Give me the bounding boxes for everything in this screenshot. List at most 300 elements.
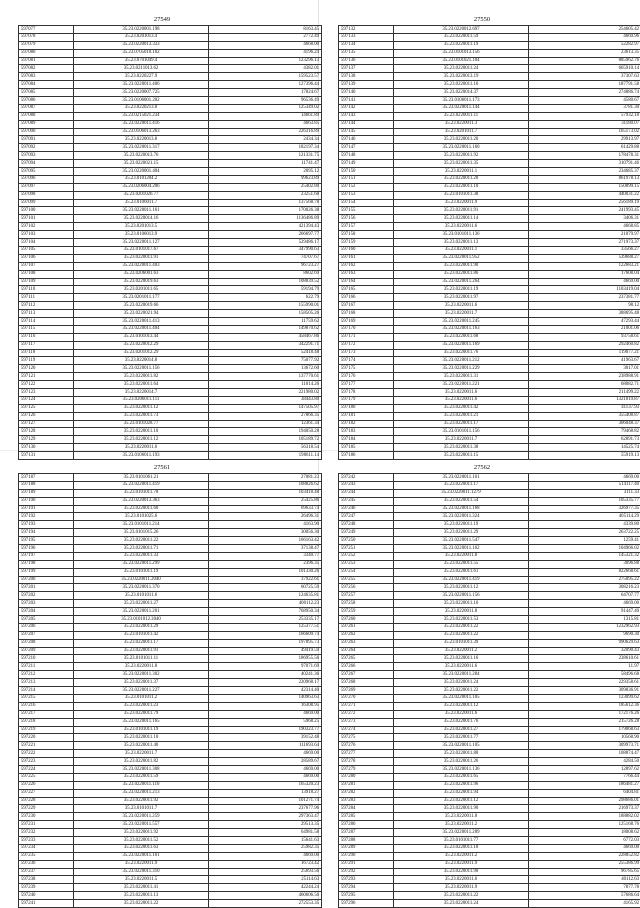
record-id-cell: 597157 [339, 223, 394, 231]
account-code-cell: 35.23.0220011.13 [394, 239, 529, 247]
amount-cell: 388695.48 [529, 310, 640, 318]
amount-cell: 166609.74 [209, 631, 322, 639]
record-id-cell: 597143 [339, 112, 394, 120]
amount-cell: 91447.40 [529, 608, 640, 616]
record-id-cell: 597155 [339, 207, 394, 215]
account-code-cell: 35.23.0220011.213 [74, 789, 209, 797]
record-id-cell: 597254 [339, 568, 394, 576]
record-id-cell: 597228 [19, 797, 74, 805]
record-id-cell: 597244 [339, 489, 394, 497]
amount-cell: 125377.51 [209, 623, 322, 631]
table-row [19, 396, 322, 404]
table-row [19, 655, 322, 663]
account-code-cell: 35.23.0106011.7 [74, 199, 209, 207]
amount-cell: 25693.56 [209, 868, 322, 876]
amount-cell: 105189.72 [209, 436, 322, 444]
table-row [19, 758, 322, 766]
table-row [19, 600, 322, 608]
account-code-cell: 35.23.0220011.23 [74, 702, 209, 710]
account-code-cell: 35.23.0220011.9 [394, 884, 529, 892]
table-row [339, 813, 640, 821]
record-id-cell: 597263 [339, 639, 394, 647]
account-code-cell: 35.23.0220011.403 [74, 262, 209, 270]
record-id-cell: 597089 [19, 120, 74, 128]
table-row [339, 215, 640, 223]
record-id-cell: 597119 [19, 357, 74, 365]
account-code-cell: 35.23.0220011.110 [74, 781, 209, 789]
amount-cell: 74707.67 [209, 254, 322, 262]
amount-cell: 221980.02 [209, 388, 322, 396]
account-code-cell: 35.23.0220011.41 [74, 884, 209, 892]
table-row [339, 396, 640, 404]
table-row [19, 545, 322, 553]
amount-cell: 3111.33 [529, 489, 640, 497]
table-row [339, 168, 640, 176]
table-row [339, 836, 640, 844]
account-code-cell: 35.23.0220011.12 [74, 404, 209, 412]
account-code-cell: 35.23.0220011.33 [74, 552, 209, 560]
record-id-cell: 597225 [19, 773, 74, 781]
table-row [19, 231, 322, 239]
account-code-cell: 35.23.0101017.67 [74, 246, 209, 254]
amount-cell: 17824.67 [209, 89, 322, 97]
record-id-cell: 597107 [19, 262, 74, 270]
amount-cell: 11014.26 [209, 381, 322, 389]
account-code-cell: 35.23.0220011.1 [394, 168, 529, 176]
record-id-cell: 597246 [339, 505, 394, 513]
table-row [19, 750, 322, 758]
table-row [339, 404, 640, 412]
amount-cell: 4165.92 [529, 900, 640, 908]
account-code-cell: 35.23.0220011.404 [74, 325, 209, 333]
amount-cell: 215726.28 [529, 718, 640, 726]
table-row [339, 694, 640, 702]
amount-cell: 460606.56 [209, 892, 322, 900]
table-row [339, 600, 640, 608]
table-row [339, 33, 640, 41]
record-id-cell: 597269 [339, 687, 394, 695]
table-row [339, 805, 640, 813]
table-row [339, 710, 640, 718]
account-code-cell: 35.23.0220011.317 [74, 144, 209, 152]
account-code-cell: 35.23.0220011.15 [394, 452, 529, 460]
account-code-cell: 35.23.0101025.6 [74, 513, 209, 521]
amount-cell: 1315.81 [529, 616, 640, 624]
amount-cell: 4580.67 [529, 97, 640, 105]
record-id-cell: 597153 [339, 191, 394, 199]
record-id-cell: 597111 [19, 294, 74, 302]
record-id-cell: 597142 [339, 104, 394, 112]
account-code-cell: 35.23.0220011.227 [74, 687, 209, 695]
table-row [339, 381, 640, 389]
amount-cell: 25402.80 [209, 183, 322, 191]
record-id-cell: 597229 [19, 805, 74, 813]
record-id-cell: 597092 [19, 144, 74, 152]
account-code-cell: 35.23.0201013.4 [74, 33, 209, 41]
table-row [339, 497, 640, 505]
amount-cell: 37138.47 [209, 545, 322, 553]
amount-cell: 309973.71 [529, 742, 640, 750]
account-code-cell: 35.23.0101011.19 [74, 568, 209, 576]
amount-cell: 4669.00 [529, 844, 640, 852]
account-code-cell: 35.23.0220011.82 [74, 758, 209, 766]
account-code-cell: 35.23.0220011.22 [394, 687, 529, 695]
record-id-cell: 597091 [19, 136, 74, 144]
table-row [339, 183, 640, 191]
table-row [19, 97, 322, 105]
account-code-cell: 35.23.0220011.12 [394, 702, 529, 710]
record-id-cell: 597223 [19, 758, 74, 766]
amount-cell: 41963.67 [529, 357, 640, 365]
table-row [339, 876, 640, 884]
account-code-cell: 35.23.0220011.24 [394, 679, 529, 687]
table-row [339, 325, 640, 333]
record-id-cell: 597288 [339, 836, 394, 844]
account-code-cell: 35.23.0220011.52 [74, 836, 209, 844]
table-row [19, 199, 322, 207]
table-row [339, 718, 640, 726]
record-id-cell: 597250 [339, 537, 394, 545]
table-row [339, 73, 640, 81]
record-id-cell: 597149 [339, 160, 394, 168]
account-code-cell: 35.23.0220011.406 [74, 81, 209, 89]
record-id-cell: 597148 [339, 152, 394, 160]
account-code-cell: 35.23.0220011.63 [74, 844, 209, 852]
account-code-cell: 35.23.0220011.37 [74, 679, 209, 687]
account-code-cell: 35.23.0220011.42 [394, 404, 529, 412]
table-row [339, 608, 640, 616]
account-code-cell: 35.23.0220011.29 [74, 623, 209, 631]
table-row [339, 552, 640, 560]
account-code-cell: 35.23.0220011.1279 [394, 489, 529, 497]
amount-cell: 105335.77 [529, 497, 640, 505]
table-row [19, 639, 322, 647]
amount-cell: 241993.45 [529, 207, 640, 215]
amount-cell: 103418.48 [209, 489, 322, 497]
record-id-cell: 597193 [19, 521, 74, 529]
account-code-cell: 35.23.0220011.10 [74, 428, 209, 436]
table-row [19, 844, 322, 852]
record-id-cell: 597186 [339, 452, 394, 460]
amount-cell: 539688.27 [529, 254, 640, 262]
table-row [19, 254, 322, 262]
record-id-cell: 597203 [19, 600, 74, 608]
account-code-cell: 35.23.0220011.284 [394, 671, 529, 679]
account-code-cell: 35.23.0101011.156 [394, 428, 529, 436]
amount-cell: 97071.69 [209, 663, 322, 671]
amount-cell: 47293.44 [529, 317, 640, 325]
table-row [339, 821, 640, 829]
table-row [339, 742, 640, 750]
table-row [339, 623, 640, 631]
record-id-cell: 597296 [339, 900, 394, 908]
table-row [19, 33, 322, 41]
record-id-cell: 597132 [339, 26, 394, 34]
account-code-cell: 35.23.0220011.20 [394, 175, 529, 183]
record-id-cell: 597195 [19, 537, 74, 545]
table-row [19, 836, 322, 844]
amount-cell: 124635.81 [209, 592, 322, 600]
amount-cell: 234685.37 [529, 168, 640, 176]
amount-cell: 98.12 [529, 302, 640, 310]
record-id-cell: 597287 [339, 829, 394, 837]
amount-cell: 4196.24 [209, 49, 322, 57]
account-code-cell: 35.23.0220011.29 [394, 529, 529, 537]
amount-cell: 263722.25 [529, 529, 640, 537]
account-code-cell: 35.23.0220011.68 [394, 333, 529, 341]
amount-cell: 61429.88 [529, 144, 640, 152]
amount-cell: 12897.62 [529, 765, 640, 773]
table-row [19, 734, 322, 742]
account-code-cell: 35.23.0220013.363 [74, 497, 209, 505]
table-row [339, 726, 640, 734]
table-row [19, 341, 322, 349]
table-row [339, 207, 640, 215]
amount-cell: 99623.89 [209, 175, 322, 183]
amount-cell: 137770.61 [209, 373, 322, 381]
account-code-cell: 35.23.0101028.77 [74, 420, 209, 428]
account-code-cell: 35.23.0220011.17 [394, 420, 529, 428]
record-id-cell: 597113 [19, 310, 74, 318]
amount-cell: 2434.34 [209, 136, 322, 144]
record-id-cell: 597079 [19, 41, 74, 49]
amount-cell: 229358.61 [529, 679, 640, 687]
record-id-cell: 597211 [19, 663, 74, 671]
account-code-cell: 35.23.0220011.97 [394, 294, 529, 302]
record-id-cell: 597167 [339, 302, 394, 310]
amount-cell: 125168.76 [529, 821, 640, 829]
record-id-cell: 597152 [339, 183, 394, 191]
record-id-cell: 597252 [339, 552, 394, 560]
account-code-cell: 35.23.0220011.90 [394, 262, 529, 270]
amount-cell: 170026.38 [209, 207, 322, 215]
table-row [19, 860, 322, 868]
table-row [339, 647, 640, 655]
account-code-cell: 35.23.0220021.94 [74, 310, 209, 318]
account-code-cell: 35.23.0220011.96 [394, 781, 529, 789]
ledger-table [18, 25, 322, 460]
table-row [19, 388, 322, 396]
record-id-cell: 597101 [19, 215, 74, 223]
record-id-cell: 597151 [339, 175, 394, 183]
amount-cell: 29913.97 [529, 136, 640, 144]
record-id-cell: 597176 [339, 373, 394, 381]
account-code-cell: 35.23.0220011.6 [394, 388, 529, 396]
table-row [339, 474, 640, 482]
amount-cell: 39152.48 [209, 734, 322, 742]
table-row [19, 262, 322, 270]
record-id-cell: 597129 [19, 436, 74, 444]
account-code-cell: 35.23.0220011.22 [394, 623, 529, 631]
account-code-cell: 35.23.0106013.263 [74, 128, 209, 136]
account-code-cell: 35.23.0101021.104 [394, 57, 529, 65]
record-id-cell: 597292 [339, 868, 394, 876]
table-row [19, 81, 322, 89]
record-id-cell: 597121 [19, 373, 74, 381]
table-row [339, 286, 640, 294]
account-code-cell: 35.23.0201026.77 [74, 191, 209, 199]
amount-cell: 266697.77 [209, 231, 322, 239]
record-id-cell: 597172 [339, 341, 394, 349]
table-row [339, 223, 640, 231]
account-code-cell: 35.23.0220011.144 [394, 104, 529, 112]
record-id-cell: 597265 [339, 655, 394, 663]
amount-cell: 178478.31 [529, 152, 640, 160]
amount-cell: 101330.26 [209, 568, 322, 576]
record-id-cell: 597267 [339, 671, 394, 679]
amount-cell: 25425.86 [209, 497, 322, 505]
table-row [19, 128, 322, 136]
amount-cell: 32090.43 [529, 647, 640, 655]
amount-cell: 179068.63 [529, 726, 640, 734]
record-id-cell: 597239 [19, 884, 74, 892]
table-row [339, 671, 640, 679]
table-row [339, 639, 640, 647]
record-id-cell: 597133 [339, 33, 394, 41]
table-row [19, 317, 322, 325]
amount-cell: 4669.00 [209, 773, 322, 781]
record-id-cell: 597281 [339, 781, 394, 789]
record-id-cell: 597102 [19, 223, 74, 231]
account-code-cell: 35.23.0220011.2 [394, 647, 529, 655]
table-row [19, 420, 322, 428]
record-id-cell: 597086 [19, 97, 74, 105]
amount-cell: 4669.96 [529, 33, 640, 41]
record-id-cell: 597083 [19, 73, 74, 81]
account-code-cell: 35.23.0101012.3040 [74, 616, 209, 624]
table-row [19, 136, 322, 144]
account-code-cell: 35.23.0220011.53 [394, 616, 529, 624]
amount-cell: 155990.01 [209, 302, 322, 310]
table-row [19, 900, 322, 908]
amount-cell: 4669.00 [209, 750, 322, 758]
amount-cell: 228852.82 [529, 852, 640, 860]
amount-cell: 29513.35 [209, 821, 322, 829]
account-code-cell: 35.23.0220011.201 [74, 608, 209, 616]
account-code-cell: 35.23.0101011.38 [394, 191, 529, 199]
amount-cell: 622.79 [209, 294, 322, 302]
table-row [19, 286, 322, 294]
record-id-cell: 597274 [339, 726, 394, 734]
account-code-cell: 35.23.0220011.22 [394, 892, 529, 900]
account-code-cell: 35.23.0101013.44 [74, 333, 209, 341]
amount-cell: 4668.00 [209, 41, 322, 49]
amount-cell: 822668.61 [529, 568, 640, 576]
amount-cell: 6404.81 [529, 789, 640, 797]
table-row [19, 576, 322, 584]
account-code-cell: 35.23.0220011.289 [394, 829, 529, 837]
record-id-cell: 597190 [19, 497, 74, 505]
table-row [19, 270, 322, 278]
amount-cell: 272553.35 [209, 900, 322, 908]
amount-cell: 122683.21 [529, 262, 640, 270]
table-row [19, 631, 322, 639]
account-code-cell: 35.23.0101011.7 [74, 805, 209, 813]
amount-cell: 298686.01 [529, 797, 640, 805]
record-id-cell: 597199 [19, 568, 74, 576]
amount-cell: 27081.23 [209, 474, 322, 482]
amount-cell: 529486.17 [209, 239, 322, 247]
record-id-cell: 597126 [19, 412, 74, 420]
record-id-cell: 597177 [339, 381, 394, 389]
record-id-cell: 597137 [339, 65, 394, 73]
record-id-cell: 597180 [339, 404, 394, 412]
record-id-cell: 597277 [339, 750, 394, 758]
table-row [339, 860, 640, 868]
table-row [19, 160, 322, 168]
table-row [19, 294, 322, 302]
account-code-cell: 35.23.0220011.16 [394, 655, 529, 663]
account-code-cell: 35.23.0201013.5 [74, 223, 209, 231]
amount-cell: 7877.78 [529, 884, 640, 892]
table-row [339, 65, 640, 73]
account-code-cell: 35.23.0220014.16 [74, 215, 209, 223]
table-row [339, 41, 640, 49]
table-row [339, 231, 640, 239]
amount-cell: 165173.02 [529, 128, 640, 136]
account-code-cell: 35.23.0220011.24 [394, 900, 529, 908]
account-code-cell: 35.23.0220011.55 [394, 560, 529, 568]
account-code-cell: 35.23.0101015.26 [74, 529, 209, 537]
table-row [339, 428, 640, 436]
amount-cell: 665910.14 [529, 65, 640, 73]
table-row [339, 545, 640, 553]
record-id-cell: 597230 [19, 813, 74, 821]
record-id-cell: 597248 [339, 521, 394, 529]
table-row [19, 310, 322, 318]
table-row [19, 428, 322, 436]
record-id-cell: 597213 [19, 679, 74, 687]
amount-cell: 14661.89 [209, 112, 322, 120]
record-id-cell: 597220 [19, 734, 74, 742]
record-id-cell: 597082 [19, 65, 74, 73]
page-number: 27549 [18, 16, 306, 25]
amount-cell: 27866.35 [209, 412, 322, 420]
table-row [339, 270, 640, 278]
table-row [19, 829, 322, 837]
table-row [19, 513, 322, 521]
record-id-cell: 597231 [19, 821, 74, 829]
record-id-cell: 597182 [339, 420, 394, 428]
record-id-cell: 597222 [19, 750, 74, 758]
amount-cell: 254605.42 [529, 26, 640, 34]
account-code-cell: 35.23.0220019.66 [74, 302, 209, 310]
account-code-cell: 35.23.0220011.22 [394, 631, 529, 639]
amount-cell: 31180.07 [529, 120, 640, 128]
record-id-cell: 597114 [19, 317, 74, 325]
table-row [19, 278, 322, 286]
record-id-cell: 597233 [19, 836, 74, 844]
table-row [339, 568, 640, 576]
record-id-cell: 597128 [19, 428, 74, 436]
record-id-cell: 597275 [339, 734, 394, 742]
record-id-cell: 597104 [19, 239, 74, 247]
record-id-cell: 597286 [339, 821, 394, 829]
account-code-cell: 35.23.0220011.79 [74, 710, 209, 718]
table-row [339, 687, 640, 695]
record-id-cell: 597090 [19, 128, 74, 136]
account-code-cell: 35.23.0220011.169 [394, 341, 529, 349]
account-code-cell: 35.23.0220011.161 [74, 852, 209, 860]
account-code-cell: 35.23.0220011.9 [74, 860, 209, 868]
amount-cell: 56318.54 [209, 444, 322, 452]
table-row [339, 175, 640, 183]
amount-cell: 104966.02 [529, 545, 640, 553]
account-code-cell: 35.23.0220011.156 [74, 365, 209, 373]
table-row [339, 505, 640, 513]
amount-cell: 885962.76 [529, 57, 640, 65]
table-row [19, 529, 322, 537]
